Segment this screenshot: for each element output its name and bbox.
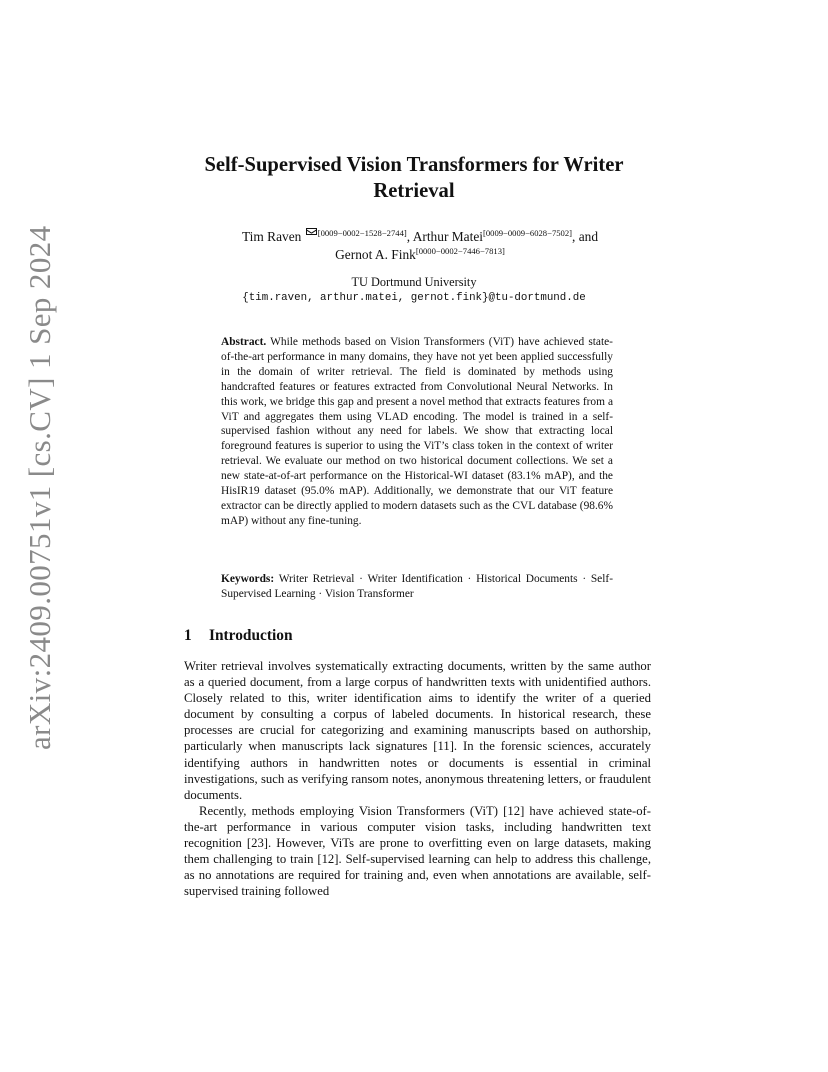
- keywords: [221, 572, 613, 602]
- author-orcid-1: [0009−0002−1528−2744]: [317, 228, 407, 238]
- abstract: [221, 335, 613, 529]
- paragraph-1: Writer retrieval involves systematically extracting documents, written by the same author as a queried document, from a large corpus of handwritten texts with unidentified authors. Closely related to this, writer identification aims to identify the writer of a queried document by consulting a corpus of labeled documents. In historical research, these processes are crucial for categorizing and examining manuscripts based on authorship, particularly when manuscripts lack signatures [11]. In the forensic sciences, accurately identifying authors in handwritten notes or documents is essential in criminal investigations, such as verifying ransom notes, anonymous threatening letters, or fraudulent documents.: [184, 659, 651, 802]
- section-title: Introduction: [209, 627, 293, 644]
- keywords-text: Writer Retrieval · Writer Identification · Historical Documents · Self-Supervised Learning · Vision Transformer: [221, 573, 613, 600]
- author-list: [160, 228, 680, 264]
- affiliation-block: [200, 274, 628, 306]
- keywords-label: Keywords:: [221, 573, 275, 585]
- title-line-2: Retrieval: [373, 180, 455, 202]
- abstract-text: While methods based on Vision Transformers (ViT) have achieved state-of-the-art performance in many domains, they have not yet been applied successfully in the domain of writer retrieval. The field is dominated by methods using handcrafted features or features extracted from Convolutional Neural Networks. In this work, we bridge this gap and present a novel method that extracts features from a ViT and aggregates them using VLAD encoding. The model is trained in a self-supervised fashion without any need for labels. We show that extracting local foreground features is superior to using the ViT’s class token in the context of writer retrieval. We evaluate our method on two historical document collections. We set a new state-at-of-art performance on the Historical-WI dataset (83.1% mAP), and the HisIR19 dataset (95.0% mAP). Additionally, we demonstrate that our ViT feature extractor can be directly applied to modern datasets such as the CVL database (98.6% mAP) without any fine-tuning.: [221, 336, 613, 527]
- author-name-3: Gernot A. Fink: [335, 247, 416, 262]
- author-separator-and: , and: [572, 229, 599, 244]
- envelope-icon: [306, 228, 317, 235]
- author-separator: ,: [406, 229, 413, 244]
- section-body: [184, 658, 651, 899]
- section-heading: [184, 627, 293, 645]
- title-line-1: Self-Supervised Vision Transformers for Writer: [204, 154, 624, 176]
- arxiv-stamp: [22, 225, 66, 750]
- paper-title: [140, 152, 688, 204]
- section-number: 1: [184, 627, 192, 644]
- arxiv-identifier: arXiv:2409.00751v1 [cs.CV] 1 Sep 2024: [22, 225, 57, 750]
- author-name-2: Arthur Matei: [412, 229, 483, 244]
- affiliation: TU Dortmund University: [351, 275, 477, 289]
- author-orcid-2: [0009−0009−6028−7502]: [482, 228, 572, 238]
- author-name-1: Tim Raven: [241, 229, 302, 244]
- author-orcid-3: [0000−0002−7446−7813]: [415, 246, 505, 256]
- author-emails: {tim.raven, arthur.matei, gernot.fink}@tu-dortmund.de: [242, 292, 586, 304]
- paragraph-2: Recently, methods employing Vision Transformers (ViT) [12] have achieved state-of-the-art performance in various computer vision tasks, including handwritten text recognition [23]. However, ViTs are prone to overfitting even on large datasets, making them challenging to train [12]. Self-supervised learning can help to address this challenge, as no annotations are required for training and, even when annotations are available, self-supervised training followed: [184, 803, 651, 899]
- abstract-label: Abstract.: [221, 336, 267, 348]
